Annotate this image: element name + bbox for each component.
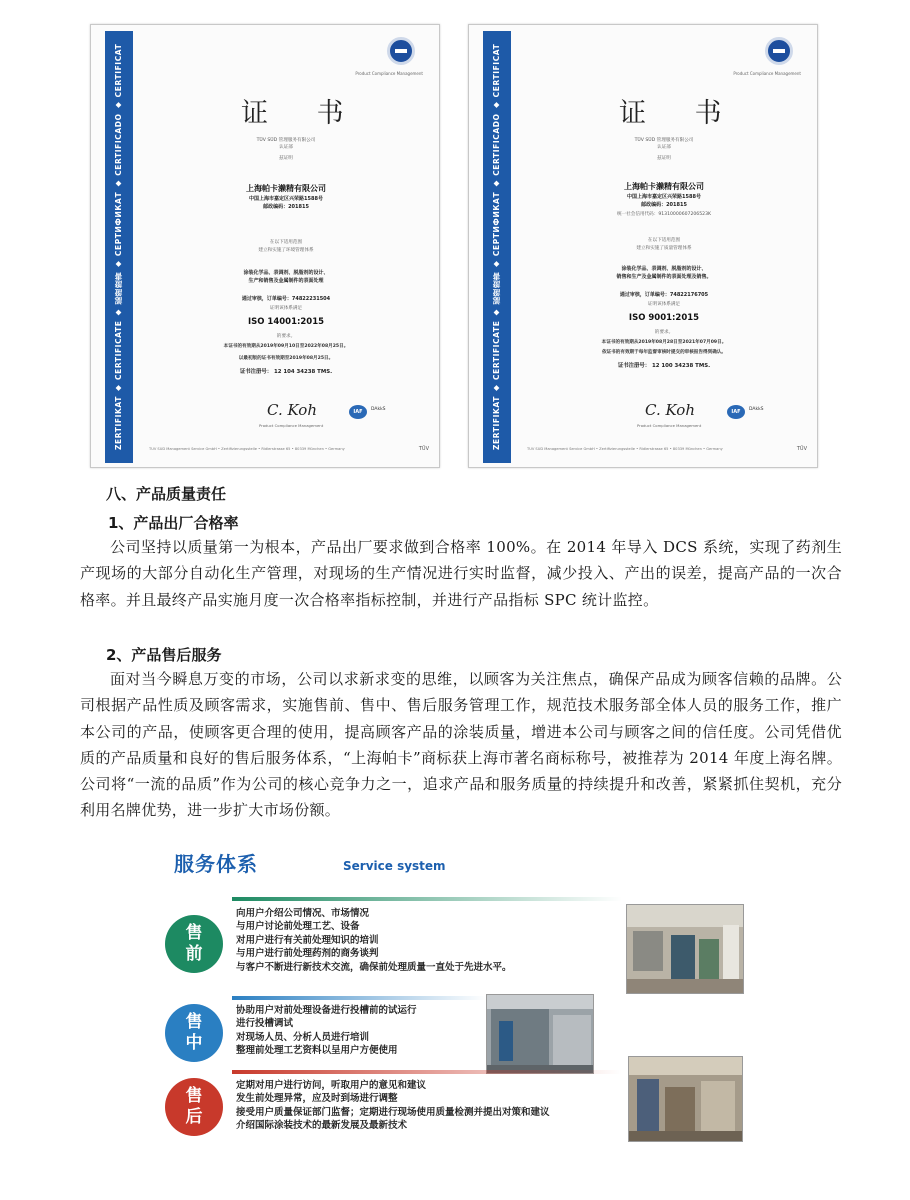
certificate-requirement: 的要求。 — [654, 330, 674, 335]
signature-caption: Product Compliance Management — [637, 423, 702, 428]
after-sales-label-1: 售 — [185, 1086, 203, 1106]
section-heading: 八、产品质量责任 — [106, 485, 227, 503]
iaf-logo: IAF — [349, 405, 367, 419]
list-item: 对用户进行有关前处理知识的培训 — [236, 934, 379, 946]
certificate-requirement: 的要求。 — [276, 334, 296, 339]
after-sales-list — [236, 1079, 550, 1133]
certificate-scope-2: 销售和生产及金属制件的表面处理及销售。 — [616, 274, 712, 280]
list-item: 与客户不断进行新技术交流，确保前处理质量一直处于先进水平。 — [236, 961, 512, 973]
subsection-heading-pass-rate: 1、产品出厂合格率 — [108, 514, 239, 532]
certificate-title: 证 书 — [619, 98, 742, 129]
list-item: 介绍国际涂装技术的最新发展及最新技术 — [236, 1120, 408, 1132]
pre-sales-label-1: 售 — [185, 923, 203, 943]
certificate-scope-intro-2: 建立和实施了质量管理体系 — [636, 246, 692, 251]
tuv-logo-icon — [387, 37, 415, 65]
mid-sales-badge — [165, 1004, 223, 1062]
certificate-issuer-dept: 认证部 — [279, 145, 293, 150]
mid-sales-label-2: 中 — [185, 1033, 203, 1053]
certificate-initial: 以最初版的证书有效期至2019年08月25日。 — [238, 356, 334, 361]
certificate-audit: 通过审核，订单编号：74822176705 — [619, 292, 709, 298]
list-item: 整理前处理工艺资料以呈用户方便使用 — [236, 1045, 398, 1057]
dakks-logo: DAkkS — [371, 407, 386, 412]
paragraph-after-sales: 面对当今瞬息万变的市场，公司以求新求变的思维，以顾客为关注焦点，确保产品成为顾客信赖的品牌。公司根据产品性质及顾客需求，实施售前、售中、售后服务管理工作，规范技术服务部全体人员的服务工作，推广本公司的产品，使顾客更合理的使用，提高顾客产品的涂装质量，增进本公司与顾客之间的信任度。公司凭借优质的产品质量和良好的售后服务体系，“上海帕卡”商标获上海市著名商标称号，被推荐为 2014 年度上海名牌。公司将“一流的品质”作为公司的核心竞争力之一，追求产品和服务质量的持续提升和改善，紧紧抓住契机，充分利用名牌优势，进一步扩大市场份额。 — [80, 670, 842, 820]
certificate-footer-mark: TÜV — [418, 446, 429, 452]
certificate-side-band — [483, 31, 511, 463]
certificate-scope-intro-2: 建立和实施了环境管理体系 — [258, 248, 314, 253]
certificate-validity: 本证书的有效期从2019年09月10日至2022年08月25日。 — [223, 344, 349, 349]
after-sales-photo — [628, 1056, 743, 1142]
certificate-issuer: TÜV SÜD 管理服务有限公司 — [634, 138, 694, 143]
side-band-text: ZERTIFIKAT ◆ CERTIFICATE ◆ 認證證書 ◆ СЕРТИФИКАТ ◆ CERTIFICADO ◆ CERTIFICAT — [492, 43, 501, 451]
pre-sales-photo — [626, 904, 744, 994]
certificate-scope-intro: 在以下适用范围 — [269, 240, 303, 245]
certificate-footer: TÜV SÜD Management Service GmbH • Zertifizierungsstelle • Ridlerstrasse 65 • 80339 München • Germany — [527, 447, 723, 451]
iso9001-certificate-image — [468, 24, 818, 468]
list-item: 协助用户对前处理设备进行投槽前的试运行 — [236, 1005, 417, 1016]
mid-sales-list — [236, 1004, 417, 1058]
mid-sales-band — [232, 996, 486, 1000]
certificate-proof: 证明该体系满足 — [269, 306, 303, 311]
signature-image: C. Koh — [645, 401, 695, 419]
tuv-logo-icon — [765, 37, 793, 65]
list-item: 进行投槽调试 — [236, 1018, 294, 1030]
iso14001-certificate-image — [90, 24, 440, 468]
pre-sales-list — [236, 907, 512, 974]
list-item: 向用户介绍公司情况、市场情况 — [236, 908, 370, 919]
certificate-scope-2: 生产和销售及金属制件的表面处理 — [248, 278, 324, 284]
tuv-logo-caption: Product Compliance Management — [733, 71, 801, 76]
certificate-address: 中国上海市嘉定区兴荣路1588号 — [627, 194, 701, 200]
side-band-text: ZERTIFIKAT ◆ CERTIFICATE ◆ 認證證書 ◆ СЕРТИФИКАТ ◆ CERTIFICADO ◆ CERTIFICAT — [114, 43, 123, 451]
certificate-registration-number: 证书注册号： 12 104 34238 TMS. — [239, 369, 333, 375]
subsection-heading-after-sales: 2、产品售后服务 — [106, 646, 222, 664]
list-item: 与用户进行前处理药剂的商务谈判 — [236, 948, 379, 960]
service-system-subtitle: Service system — [343, 859, 446, 873]
certificate-footer: TÜV SÜD Management Service GmbH • Zertifizierungsstelle • Ridlerstrasse 65 • 80339 München • Germany — [149, 447, 345, 451]
signature-image: C. Koh — [267, 401, 317, 419]
certificate-company: 上海帕卡濑精有限公司 — [624, 182, 704, 191]
tuv-logo-caption: Product Compliance Management — [355, 71, 423, 76]
certificate-certify: 兹证明 — [657, 156, 671, 161]
certificate-issuer: TÜV SÜD 管理服务有限公司 — [256, 138, 316, 143]
certificate-side-band — [105, 31, 133, 463]
certificate-title: 证 书 — [241, 98, 364, 129]
certificate-certify: 兹证明 — [279, 156, 293, 161]
certificate-company: 上海帕卡濑精有限公司 — [246, 184, 326, 193]
certificate-proof: 证明该体系满足 — [647, 302, 681, 307]
certificate-scope-1: 涂装化学品、表调剂、脱脂剂的设计、 — [243, 270, 329, 276]
mid-sales-label-1: 售 — [185, 1012, 203, 1032]
certificate-audit: 通过审核，订单编号：74822231504 — [241, 296, 331, 302]
certificate-footer-mark: TÜV — [796, 446, 807, 452]
certificate-postcode: 邮政编码：201815 — [263, 204, 309, 210]
pre-sales-badge — [165, 915, 223, 973]
certificate-scope-intro: 在以下适用范围 — [647, 238, 681, 243]
pre-sales-band — [232, 897, 622, 901]
list-item: 接受用户质量保证部门监督；定期进行现场使用质量检测并提出对策和建议 — [236, 1106, 550, 1118]
after-sales-label-2: 后 — [185, 1107, 203, 1127]
dakks-logo: DAkkS — [749, 407, 764, 412]
certificate-scope-1: 涂装化学品、表调剂、脱脂剂的设计、 — [621, 266, 707, 272]
after-sales-band — [232, 1070, 622, 1074]
certificate-standard: ISO 14001:2015 — [247, 317, 325, 327]
certificate-standard: ISO 9001:2015 — [628, 313, 700, 323]
certificate-credit-code: 统一社会信用代码：91310000607206523K — [616, 212, 712, 217]
signature-caption: Product Compliance Management — [259, 423, 324, 428]
after-sales-badge — [165, 1078, 223, 1136]
certificate-issuer-dept: 认证部 — [657, 145, 671, 150]
list-item: 定期对用户进行访问，听取用户的意见和建议 — [236, 1080, 427, 1091]
service-system-title: 服务体系 — [174, 852, 258, 876]
iaf-logo: IAF — [727, 405, 745, 419]
list-item: 发生前处理异常，应及时到场进行调整 — [236, 1093, 398, 1105]
mid-sales-photo — [486, 994, 594, 1074]
certificate-validity: 本证书的有效期从2019年08月28日至2021年07月09日。 — [601, 340, 727, 345]
certificate-registration-number: 证书注册号： 12 100 34238 TMS. — [617, 363, 711, 369]
list-item: 对现场人员、分析人员进行培训 — [236, 1031, 370, 1043]
certificate-initial: 依证书的有效期于每年监督审核时提交的审核报告得到确认。 — [601, 350, 727, 355]
certificate-postcode: 邮政编码：201815 — [641, 202, 687, 208]
pre-sales-label-2: 前 — [185, 944, 203, 964]
paragraph-pass-rate: 公司坚持以质量第一为根本，产品出厂要求做到合格率 100%。在 2014 年导入 DCS 系统，实现了药剂生产现场的大部分自动化生产管理，对现场的生产情况进行实时监督，减少投入、产出的误差，提高产品的一次合格率。并且最终产品实施月度一次合格率指标控制，并进行产品指标 SPC 统计监控。 — [80, 538, 842, 609]
list-item: 与用户讨论前处理工艺、设备 — [236, 921, 360, 933]
certificate-address: 中国上海市嘉定区兴荣路1588号 — [249, 196, 323, 202]
